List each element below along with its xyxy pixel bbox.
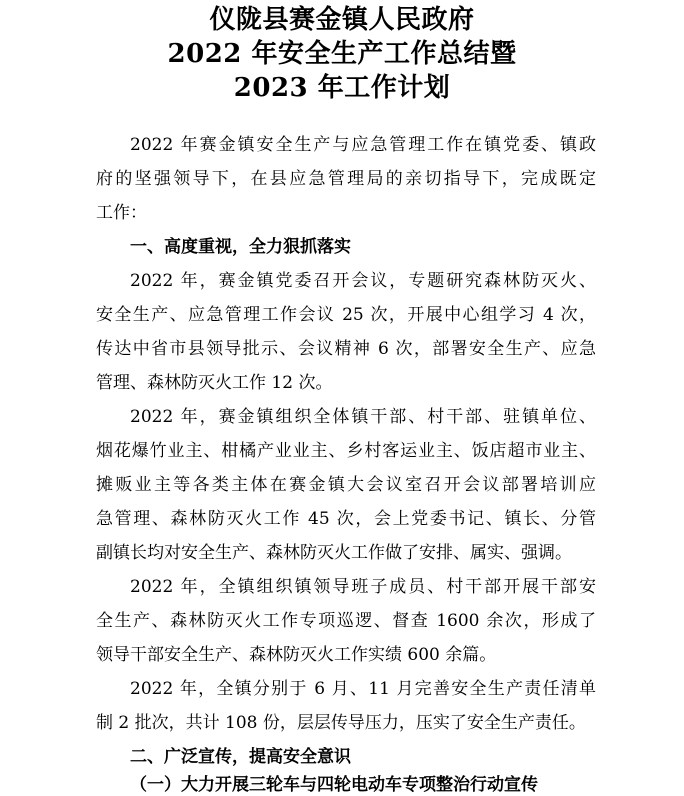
intro-line-2: 府的坚强领导下，在县应急管理局的亲切指导下，完成既定 [96,169,596,189]
section-1-para-2-line-3: 摊贩业主等各类主体在赛金镇大会议室召开会议部署培训应 [96,475,596,495]
section-2-subheading: （一）大力开展三轮车与四轮电动车专项整治行动宣传 [130,775,538,795]
section-1-para-3-line-2: 全生产、森林防灭火工作专项巡逻、督查 1600 余次，形成了 [96,611,596,631]
document-title-line-3: 2023 年工作计划 [233,73,451,103]
section-1-para-4-line-2: 制 2 批次，共计 108 份，层层传导压力，压实了安全生产责任。 [96,713,586,733]
document-title-line-1: 仪陇县赛金镇人民政府 [209,5,475,35]
section-1-para-1-line-2: 安全生产、应急管理工作会议 25 次，开展中心组学习 4 次， [96,305,596,325]
section-1-para-2-line-2: 烟花爆竹业主、柑橘产业业主、乡村客运业主、饭店超市业主、 [96,441,596,461]
section-1-para-2-line-1: 2022 年，赛金镇组织全体镇干部、村干部、驻镇单位、 [130,407,596,427]
section-1-para-3-line-3: 领导干部安全生产、森林防灭火工作实绩 600 余篇。 [96,645,497,665]
intro-line-1: 2022 年赛金镇安全生产与应急管理工作在镇党委、镇政 [130,135,596,155]
intro-line-3: 工作： [96,203,147,223]
section-2-heading: 二、广泛宣传，提高安全意识 [130,747,351,767]
section-1-para-1-line-4: 管理、森林防灭火工作 12 次。 [96,373,333,393]
section-1-para-2-line-5: 副镇长均对安全生产、森林防灭火工作做了安排、属实、强调。 [96,543,572,563]
section-1-para-1-line-1: 2022 年，赛金镇党委召开会议，专题研究森林防灭火、 [130,271,596,291]
section-1-para-4-line-1: 2022 年，全镇分别于 6 月、11 月完善安全生产责任清单 [130,679,596,699]
section-1-para-2-line-4: 急管理、森林防灭火工作 45 次，会上党委书记、镇长、分管 [96,509,596,529]
section-1-para-1-line-3: 传达中省市县领导批示、会议精神 6 次，部署安全生产、应急 [96,339,596,359]
section-1-para-3-line-1: 2022 年，全镇组织镇领导班子成员、村干部开展干部安 [130,577,596,597]
section-1-heading: 一、高度重视，全力狠抓落实 [130,237,351,257]
document-title-line-2: 2022 年安全生产工作总结暨 [167,39,517,69]
